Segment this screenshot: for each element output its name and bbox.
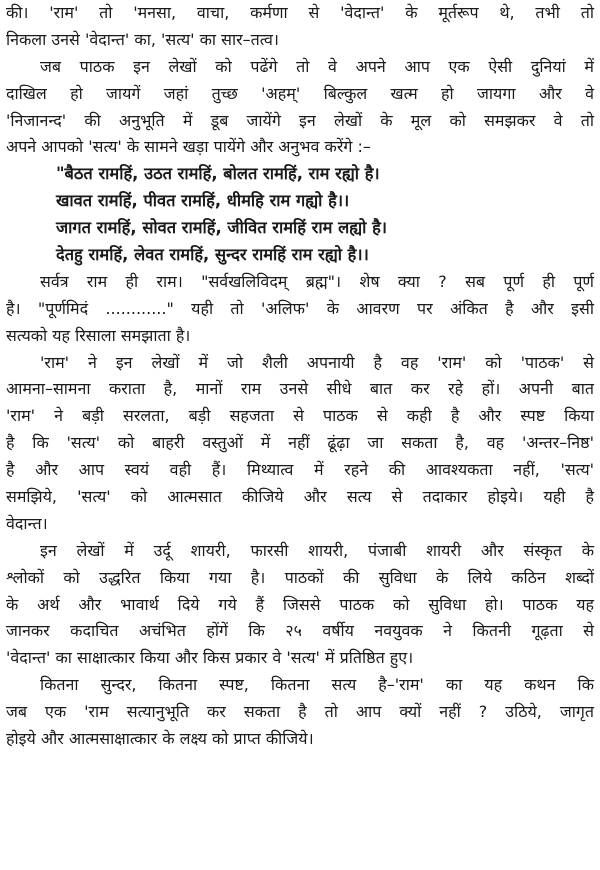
paragraph-5-line-3: के अर्थ और भावार्थ दिये गये हैं जिससे पाठक को सुविधा हो। पाठक यह [6,594,594,614]
paragraph-6-line-3: होइये और आत्मसाक्षात्कार के लक्ष्य को प्राप्त कीजिये। [6,729,314,749]
document-page [6,0,594,753]
paragraph-4-line-6: समझिये, 'सत्य' को आत्मसात कीजिये और सत्य से तदाकार होइये। यही है [6,487,594,507]
paragraph-4-line-2: आमना–सामना कराता है, मानों राम उनसे सीधे बात कर रहे हों। अपनी बात [6,379,594,399]
paragraph-5-line-4: जानकर कदाचित अचंभित होंगें कि २५ वर्षीय नवयुवक ने कितनी गूढ़ता से [6,621,594,641]
paragraph-2-line-4: अपने आपको 'सत्य' के सामने खड़ा पायेंगे और अनुभव करेंगे :– [6,137,371,157]
paragraph-3-line-2: है। "पूर्णमिदं ............" यही तो 'अलिफ' के आवरण पर अंकित है और इसी [6,298,594,318]
paragraph-2-line-1: जब पाठक इन लेखों को पढेंगे तो वे अपने आप एक ऐसी दुनियां में [40,56,594,76]
paragraph-1-line-2: निकला उनसे 'वेदान्त' का, 'सत्य' का सार–तत्व। [6,29,279,49]
paragraph-2-line-3: 'निजानन्द' की अनुभूति में डूब जायेंगे इन लेखों के मूल को समझकर वे तो [6,110,594,130]
paragraph-4-line-5: है और आप स्वयं वही हैं। मिथ्यात्व में रहने की आवश्यकता नहीं, 'सत्य' [6,460,594,480]
paragraph-6-line-2: जब एक 'राम सत्यानुभूति कर सकता है तो आप क्यों नहीं ? उठिये, जागृत [6,702,594,722]
paragraph-3-line-1: सर्वत्र राम ही राम। "सर्वखलिविदम् ब्रह्म"। शेष क्या ? सब पूर्ण ही पूर्ण [40,271,594,291]
paragraph-4-line-1: 'राम' ने इन लेखों में जो शैली अपनायी है वह 'राम' को 'पाठक' से [40,352,594,372]
verse-line-3: जागत रामहिं, सोवत रामहिं, जीवित रामहिं राम लह्यो है। [56,218,387,238]
paragraph-6-line-1: कितना सुन्दर, कितना स्पष्ट, कितना सत्य है–'राम' का यह कथन कि [40,675,594,695]
verse-line-1: "बैठत रामहिं, उठत रामहिं, बोलत रामहिं, राम रह्यो है। [56,164,380,184]
paragraph-3-line-3: सत्यको यह रिसाला समझाता है। [6,325,191,345]
verse-line-4: देतहु रामहिं, लेवत रामहिं, सुन्दर रामहिं राम रह्यो है।। [56,245,369,265]
paragraph-5-line-5: 'वेदान्त' का साक्षात्कार किया और किस प्रकार वे 'सत्य' में प्रतिष्ठित हुए। [6,648,414,668]
paragraph-5-line-1: इन लेखों में उर्दू शायरी, फारसी शायरी, पंजाबी शायरी और संस्कृत के [40,540,594,560]
paragraph-2-line-2: दाखिल हो जायगें जहां तुच्छ 'अहम्' बिल्कुल खत्म हो जायगा और वे [6,83,594,103]
verse-line-2: खावत रामहिं, पीवत रामहिं, धीमहि राम गह्यो है।। [56,191,350,211]
paragraph-4-line-4: है कि 'सत्य' को बाहरी वस्तुओं में नहीं ढूंढ़ा जा सकता है, वह 'अन्तर–निष्ठ' [6,433,594,453]
paragraph-5-line-2: श्लोकों को उद्धरित किया गया है। पाठकों की सुविधा के लिये कठिन शब्दों [6,567,594,587]
paragraph-1-line-1: की। 'राम' तो 'मनसा, वाचा, कर्मणा से 'वेदान्त' के मूर्तरूप थे, तभी तो [6,3,594,22]
paragraph-4-line-7: वेदान्त। [6,513,48,533]
paragraph-4-line-3: 'राम' ने बड़ी सरलता, बड़ी सहजता से पाठक से कही है और स्पष्ट किया [6,406,594,426]
